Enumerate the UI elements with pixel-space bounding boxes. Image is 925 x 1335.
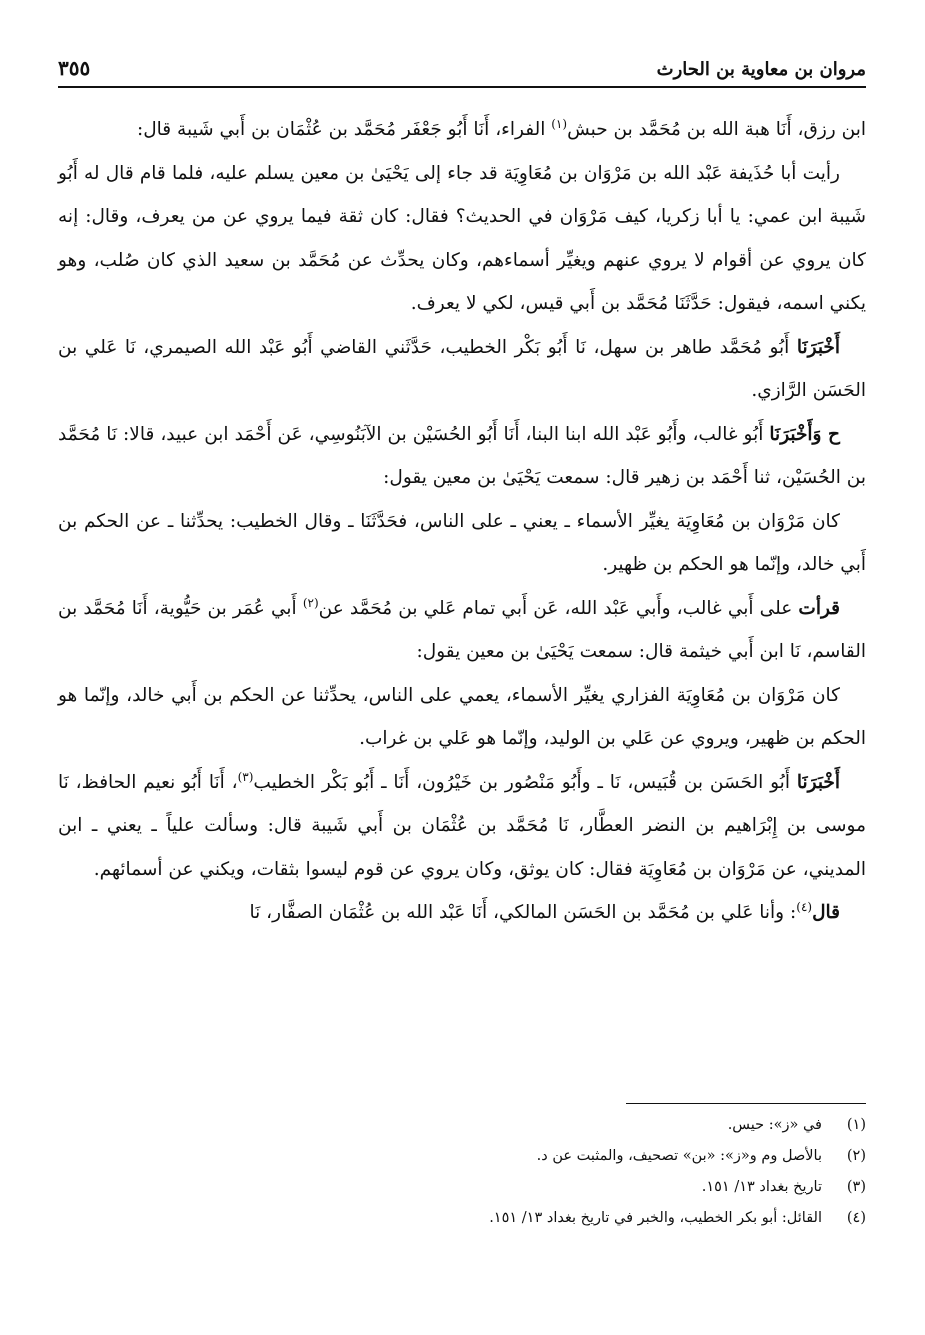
paragraph: قرأت على أَبي غالب، وأَبي عَبْد الله، عَن أَبي تمام عَلي بن مُحَمَّد عن$^{(٢)}$ أَبي عُمَر بن حَيُّوية، أَنَا مُحَمَّد بن القاسم، نَا ابن أَبي خيثمة قال: سمعت يَحْيَىٰ بن معين يقول: (58, 595, 866, 662)
paragraph: رأيت أبا حُذَيفة عَبْد الله بن مَرْوَان بن مُعَاوِيَة قد جاء إلى يَحْيَىٰ بن معين يسلم عليه، فلما قام قال له أَبُو شَيبة ابن عمي: يا أبا زكريا، كيف مَرْوَان في الحديث؟ فقال: كان ثقة فيما يروي عن من يعرف، وقال: إنه كان يروي عن أقوام لا يروي عنهم ويغيِّر أسماءهم، وكان يحدِّث عن مُحَمَّد بن سعيد الذي كان صُلب، وهو يكني اسمه، فيقول: حَدَّثَنَا مُحَمَّد بن أَبي قيس، لكي لا يعرف. (58, 162, 866, 314)
lead-word: قرأت (798, 597, 841, 619)
footnote-ref: (٣) (237, 769, 254, 784)
footnote: (١) في «ز»: حيس. (727, 1117, 866, 1133)
paragraph: قال$^{(٤)}$: وأنا عَلي بن مُحَمَّد بن الحَسَن المالكي، أَنَا عَبْد الله بن عُثْمَان الصفَّار، نَا (249, 899, 840, 923)
paragraph: كان مَرْوَان بن مُعَاوِيَة يغيِّر الأسماء ـ يعني ـ على الناس، فحَدَّثَنَا ـ وقال الخطيب: يحدِّثنا ـ عن الحكم بن أَبي خالد، وإنّما هو الحكم بن ظهير. (58, 510, 866, 575)
paragraph: أَخْبَرَنَا أَبُو مُحَمَّد طاهر بن سهل، نَا أَبُو بَكْر الخطيب، حَدَّثَني القاضي أَبُو عَبْد الله الصيمري، نَا عَلي بن الحَسَن الرَّازي. (58, 336, 866, 401)
running-title: مروان بن معاوية بن الحارث (656, 59, 866, 80)
footnote-ref: (١) (551, 116, 568, 131)
lead-word: قال (812, 902, 840, 923)
footnote-separator (626, 1103, 866, 1104)
paragraph: أَخْبَرَنَا أَبُو الحَسَن بن قُبَيس، نَا ـ وأَبُو مَنْصُور بن خَيْرُون، أَنَا ـ أَبُو بَكْر الخطيب$^{(٣)}$، أَنَا أَبُو نعيم الحافظ، نَا موسى بن إِبْرَاهيم بن النضر العطَّار، نَا مُحَمَّد بن عُثْمَان بن أَبي شَيبة قال: وسألت علياً ـ يعني ـ ابن المديني، عن مَرْوَان بن مُعَاوِيَة فقال: كان يوثق، وكان يروي عن قوم ليسوا بثقات، ويكني عن أسمائهم. (58, 769, 866, 880)
footnote: (٣) تاريخ بغداد ١٣/ ١٥١. (701, 1179, 866, 1195)
page-number: ٣٥٥ (58, 56, 91, 80)
main-text (58, 108, 866, 935)
page-header (58, 44, 866, 88)
paragraph: كان مَرْوَان بن مُعَاوِيَة الفزاري يغيِّر الأسماء، يعمي على الناس، يحدِّثنا عن الحكم بن أَبي خالد، وإنّما هو الحكم بن ظهير، ويروي عن عَلي بن الوليد، وإنّما هو عَلي بن غراب. (58, 684, 866, 749)
document-page (58, 44, 866, 1226)
footnote: (٢) بالأصل وم و«ز»: «بن» تصحيف، والمثبت عن د. (536, 1148, 866, 1164)
paragraph: ح وَأَخْبَرَنَا أَبُو غالب، وأَبُو عَبْد الله ابنا البنا، أَنَا أَبُو الحُسَيْن بن الآبَنُوسِي، عَن أَحْمَد ابن عبيد، قالا: نَا مُحَمَّد بن الحُسَيْن، ثنا أَحْمَد بن زهير قال: سمعت يَحْيَىٰ بن معين يقول: (58, 423, 866, 488)
lead-word: أَخْبَرَنَا (796, 771, 840, 793)
footnotes (58, 1110, 866, 1234)
footnote-ref: (٤) (796, 899, 813, 914)
footnote-ref: (٢) (302, 595, 319, 610)
paragraph: ابن رزق، أَنَا هبة الله بن مُحَمَّد بن حبش$^{(١)}$ الفراء، أَنَا أَبُو جَعْفَر مُحَمَّد بن عُثْمَان بن أَبي شَيبة قال: (136, 116, 866, 140)
lead-word: ح وَأَخْبَرَنَا (769, 423, 840, 445)
lead-word: أَخْبَرَنَا (796, 336, 840, 358)
footnote: (٤) القائل: أبو بكر الخطيب، والخبر في تاريخ بغداد ١٣/ ١٥١. (489, 1210, 866, 1226)
